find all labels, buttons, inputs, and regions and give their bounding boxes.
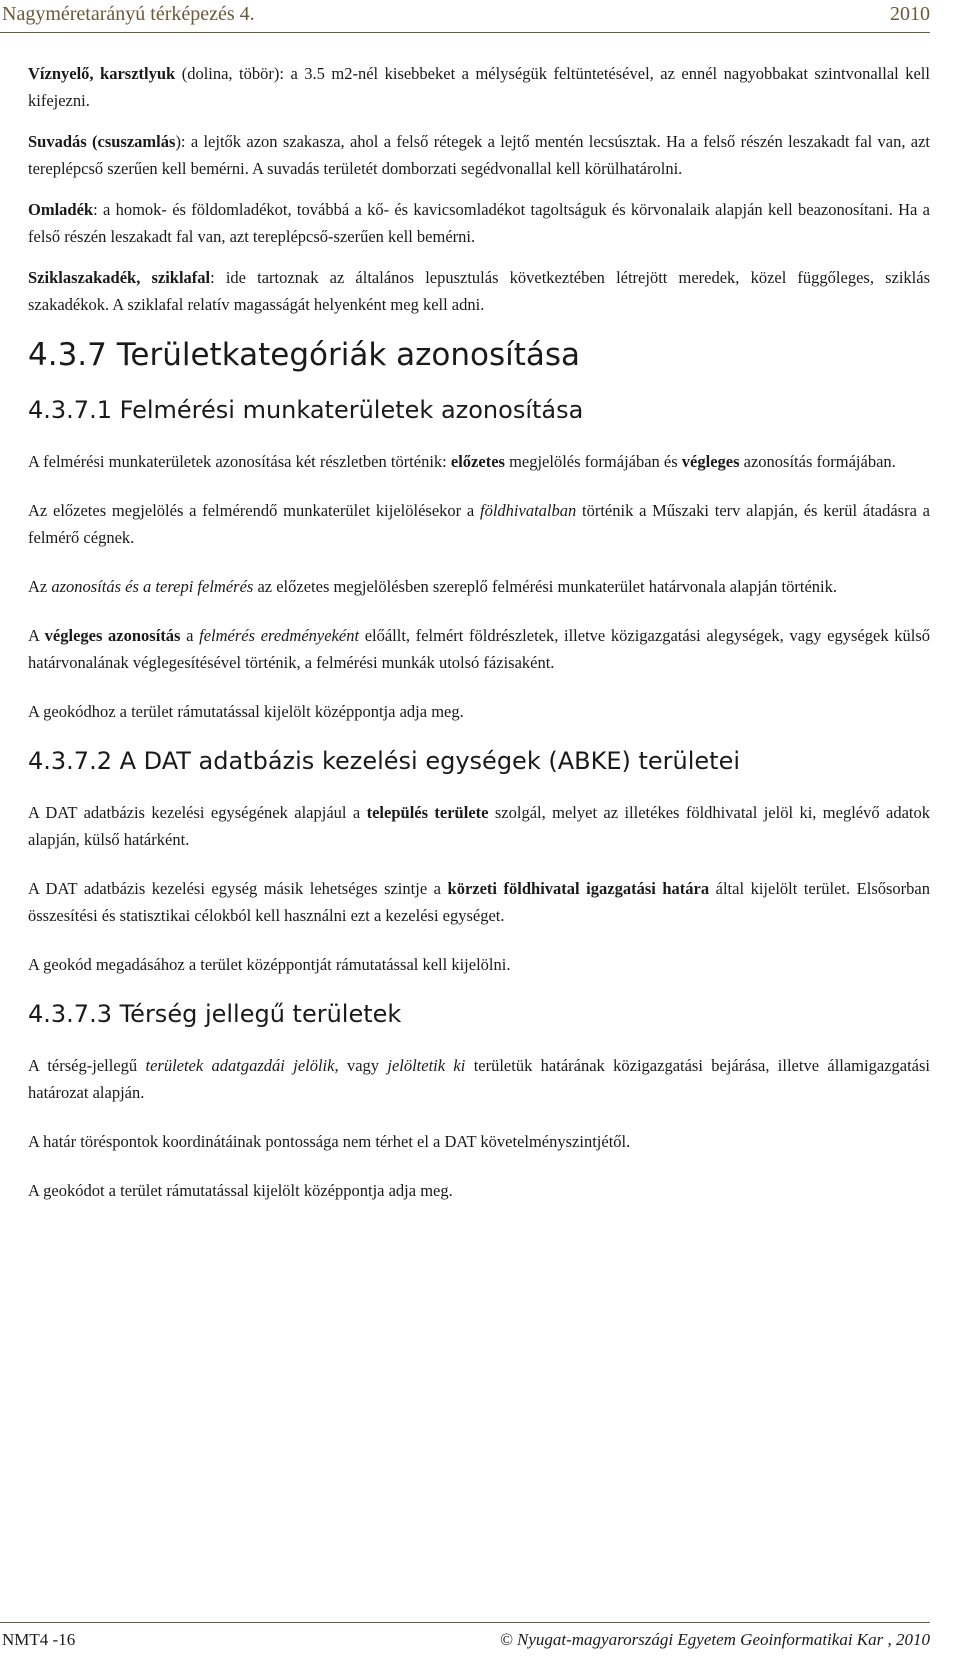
footer-copyright: © Nyugat-magyarországi Egyetem Geoinformatikai Kar , 2010 (499, 1630, 930, 1649)
subsection-heading-4-3-7-2: 4.3.7.2 A DAT adatbázis kezelési egységek (ABKE) területei (28, 747, 741, 775)
paragraph-viznyelo (28, 60, 930, 114)
paragraph-p8: A geokód megadásához a terület középpontját rámutatással kell kijelölni. (28, 955, 511, 974)
paragraph-p2: Az előzetes megjelölés a felmérendő munkaterület kijelölésekor a földhivatalban történik a Műszaki terv alapján, és kerül átadásra a felmérő cégnek. (28, 501, 930, 547)
term-viznyelo: Víznyelő, karsztlyuk (28, 64, 176, 83)
text-sziklaszakadek: : ide tartoznak az általános lepusztulás következtében létrejött meredek, közel függőleges, sziklás szakadékok. A sziklafal relatív magasságát helyenként meg kell adni. (28, 268, 930, 314)
footer-divider (0, 1622, 930, 1623)
paragraph-p10: A határ töréspontok koordinátáinak pontossága nem térhet el a DAT követelményszintjétől. (28, 1132, 631, 1151)
header-year: 2010 (890, 3, 930, 25)
term-omladek: Omladék (28, 200, 94, 219)
paragraph-p4: A végleges azonosítás a felmérés eredményeként előállt, felmért földrészletek, illetve közigazgatási alegységek, vagy egységek külső határvonalának véglegesítésével történik, a felmérési munkák utolsó fázisaként. (28, 626, 930, 672)
paragraph-suvadas (28, 128, 930, 182)
paragraph-sziklaszakadek (28, 264, 930, 318)
footer-page-number: NMT4 -16 (2, 1630, 76, 1649)
paragraph-p3: Az azonosítás és a terepi felmérés az előzetes megjelölésben szereplő felmérési munkaterület határvonala alapján történik. (28, 577, 837, 596)
paragraph-p9: A térség-jellegű területek adatgazdái jelölik, vagy jelöltetik ki területük határának közigazgatási bejárása, illetve államigazgatási határozat alapján. (28, 1056, 930, 1102)
term-suvadas: Suvadás (csuszamlás (28, 132, 176, 151)
subsection-heading-4-3-7-3: 4.3.7.3 Térség jellegű területek (28, 1000, 402, 1028)
paragraph-p1: A felmérési munkaterületek azonosítása két részletben történik: előzetes megjelölés formájában és végleges azonosítás formájában. (28, 452, 896, 471)
paragraph-p11: A geokódot a terület rámutatással kijelölt középpontja adja meg. (28, 1181, 453, 1200)
subsection-heading-4-3-7-1: 4.3.7.1 Felmérési munkaterületek azonosítása (28, 396, 584, 424)
header-divider (0, 32, 930, 33)
paragraph-p6: A DAT adatbázis kezelési egységének alapjául a település területe szolgál, melyet az illetékes földhivatal jelöl ki, meglévő adatok alapján, külső határként. (28, 803, 930, 849)
document-body (28, 60, 930, 1204)
text-viznyelo: (dolina, töbör): a 3.5 m2-nél kisebbeket a mélységük feltüntetésével, az ennél nagyobbakat szintvonallal kell kifejezni. (28, 64, 930, 110)
term-sziklaszakadek: Sziklaszakadék, sziklafal (28, 268, 211, 287)
text-omladek: : a homok- és földomladékot, továbbá a kő- és kavicsomladékot tagoltságuk és körvonalaik alapján kell beazonosítani. Ha a felső részén leszakadt fal van, azt tereplépcső-szerűen kell bemérni. (28, 200, 930, 246)
paragraph-omladek (28, 196, 930, 250)
paragraph-p7: A DAT adatbázis kezelési egység másik lehetséges szintje a körzeti földhivatal igazgatási határa által kijelölt terület. Elsősorban összesítési és statisztikai célokból kell használni ezt a kezelési egységet. (28, 879, 930, 925)
page-footer (0, 1626, 930, 1656)
header-title: Nagyméretarányú térképezés 4. (2, 3, 255, 25)
text-suvadas: ): a lejtők azon szakasza, ahol a felső rétegek a lejtő mentén lecsúsztak. Ha a felső részén leszakadt fal van, azt tereplépcső szerűen kell bemérni. A suvadás területét domborzati segédvonallal kell körülhatárolni. (28, 132, 930, 178)
paragraph-p5: A geokódhoz a terület rámutatással kijelölt középpontja adja meg. (28, 702, 464, 721)
page-header (0, 0, 930, 30)
section-heading-4-3-7: 4.3.7 Területkategóriák azonosítása (28, 337, 581, 373)
